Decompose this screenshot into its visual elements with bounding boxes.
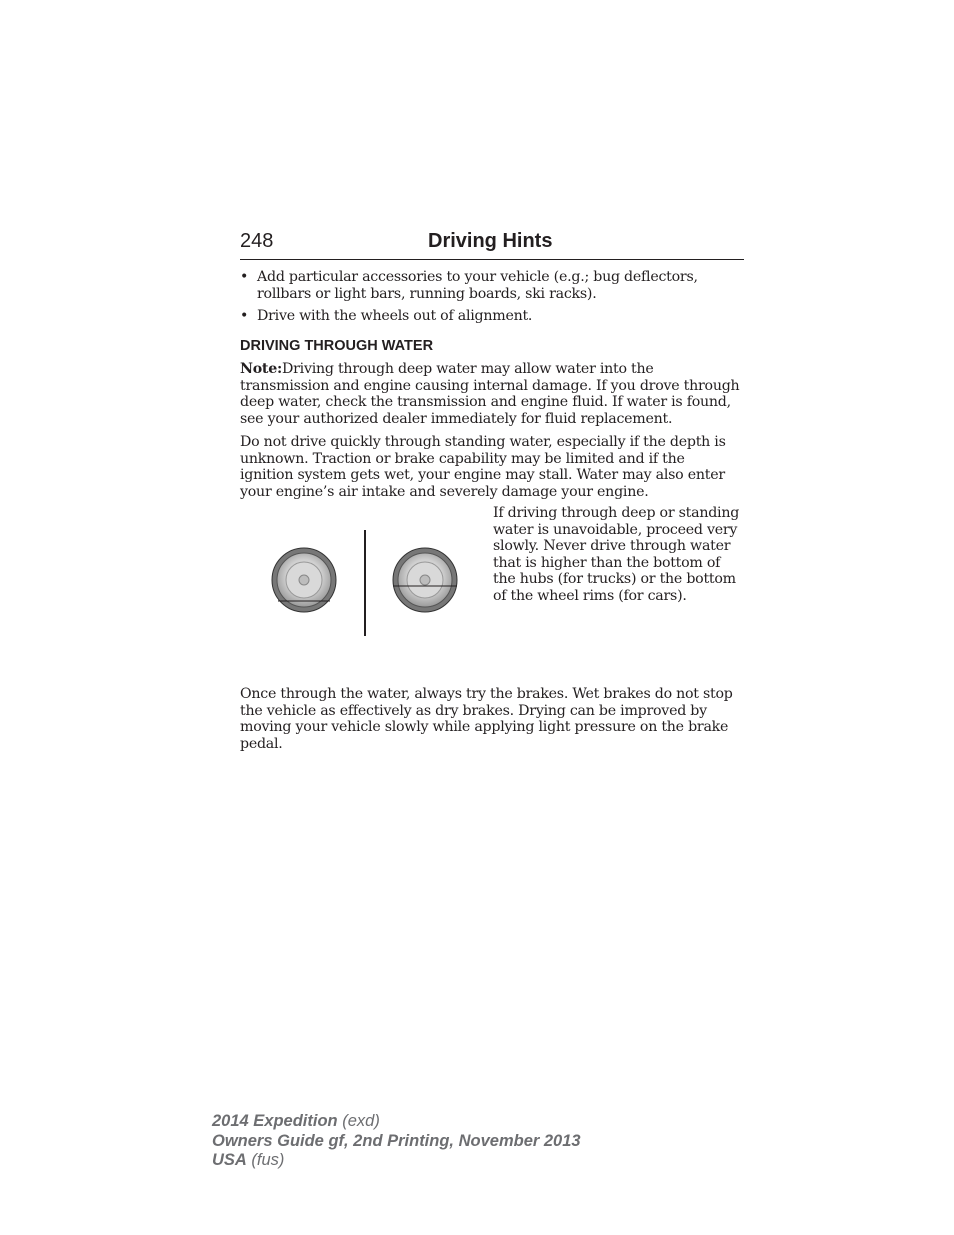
footer-line-2: Owners Guide gf, 2nd Printing, November 2013 — [212, 1131, 581, 1150]
page-footer — [212, 1112, 581, 1171]
wheel-icon-hub-level — [272, 548, 336, 612]
footer-model-code: (exd) — [337, 1112, 380, 1130]
section-title: Driving Hints — [428, 230, 553, 252]
subheading: DRIVING THROUGH WATER — [240, 338, 434, 354]
list-item-text: Drive with the wheels out of alignment. — [257, 308, 533, 324]
figure-side-paragraph: If driving through deep or standing water is unavoidable, proceed very slowly. Never drive through water that is higher than the bottom of the hubs (for trucks) or the bottom of the wheel rims (for cars). — [493, 505, 740, 604]
note-label: Note: — [240, 361, 282, 377]
deep-water-paragraph: Do not drive quickly through standing water, especially if the depth is unknown. Traction or brake capability may be limited and if the ignition system gets wet, your engine may stall. Water may also enter your engine’s air intake and severely damage your engine. — [240, 434, 726, 500]
footer-line-3 — [212, 1151, 581, 1171]
footer-line-1 — [212, 1112, 581, 1132]
footer-market: USA — [212, 1151, 247, 1169]
bullet-icon: • — [240, 308, 249, 324]
note-paragraph — [240, 361, 740, 427]
brakes-paragraph: Once through the water, always try the brakes. Wet brakes do not stop the vehicle as effectively as dry brakes. Drying can be improved by moving your vehicle slowly while applying light pressure on the brake pedal. — [240, 686, 733, 752]
list-item — [240, 308, 740, 325]
page-header — [240, 229, 744, 260]
wheel-icon-rim-level — [393, 548, 457, 612]
list-item-text: Add particular accessories to your vehicle (e.g.; bug deflectors, rollbars or light bars, running boards, ski racks). — [257, 269, 698, 302]
footer-model: 2014 Expedition — [212, 1112, 338, 1130]
footer-market-code: (fus) — [246, 1151, 285, 1169]
list-item — [240, 269, 740, 302]
bullet-icon: • — [240, 269, 249, 285]
bullet-list — [240, 269, 740, 331]
note-text: Driving through deep water may allow water into the transmission and engine causing internal damage. If you drove through deep water, check the transmission and engine fluid. If water is found, see your authorized dealer immediately for fluid replacement. — [240, 361, 740, 427]
wheel-water-illustration — [266, 528, 466, 638]
page-number: 248 — [240, 230, 274, 252]
